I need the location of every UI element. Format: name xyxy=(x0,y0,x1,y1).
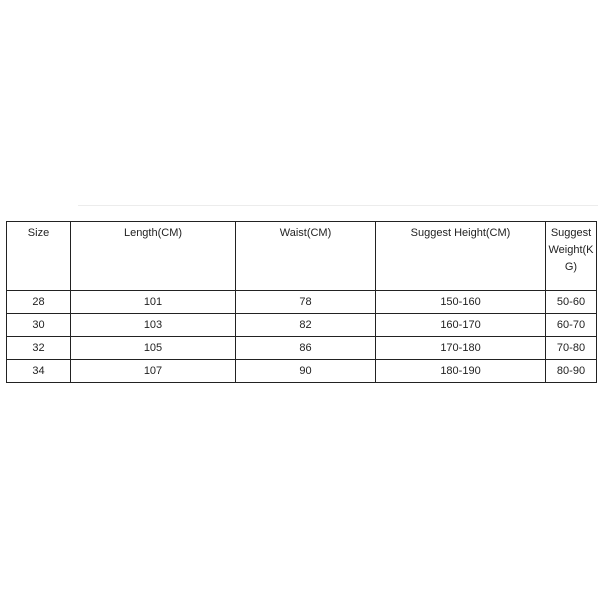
cell-size: 28 xyxy=(7,291,71,314)
cell-size: 30 xyxy=(7,314,71,337)
cell-length: 105 xyxy=(71,337,236,360)
table-header-row xyxy=(7,222,597,291)
cell-suggest-weight: 60-70 xyxy=(546,314,597,337)
cell-size: 32 xyxy=(7,337,71,360)
table-row xyxy=(7,360,597,383)
cell-suggest-weight: 50-60 xyxy=(546,291,597,314)
divider xyxy=(78,205,598,206)
cell-suggest-weight: 80-90 xyxy=(546,360,597,383)
header-suggest-height: Suggest Height(CM) xyxy=(376,222,546,291)
cell-waist: 82 xyxy=(236,314,376,337)
header-waist: Waist(CM) xyxy=(236,222,376,291)
cell-waist: 90 xyxy=(236,360,376,383)
cell-suggest-height: 160-170 xyxy=(376,314,546,337)
table-row xyxy=(7,291,597,314)
table-row xyxy=(7,314,597,337)
cell-suggest-height: 180-190 xyxy=(376,360,546,383)
cell-length: 103 xyxy=(71,314,236,337)
cell-suggest-height: 150-160 xyxy=(376,291,546,314)
table-row xyxy=(7,337,597,360)
cell-suggest-height: 170-180 xyxy=(376,337,546,360)
cell-waist: 78 xyxy=(236,291,376,314)
cell-length: 101 xyxy=(71,291,236,314)
header-length: Length(CM) xyxy=(71,222,236,291)
cell-waist: 86 xyxy=(236,337,376,360)
size-chart-table xyxy=(6,221,597,383)
cell-size: 34 xyxy=(7,360,71,383)
cell-suggest-weight: 70-80 xyxy=(546,337,597,360)
cell-length: 107 xyxy=(71,360,236,383)
header-size: Size xyxy=(7,222,71,291)
header-suggest-weight: Suggest Weight(KG) xyxy=(546,222,597,291)
